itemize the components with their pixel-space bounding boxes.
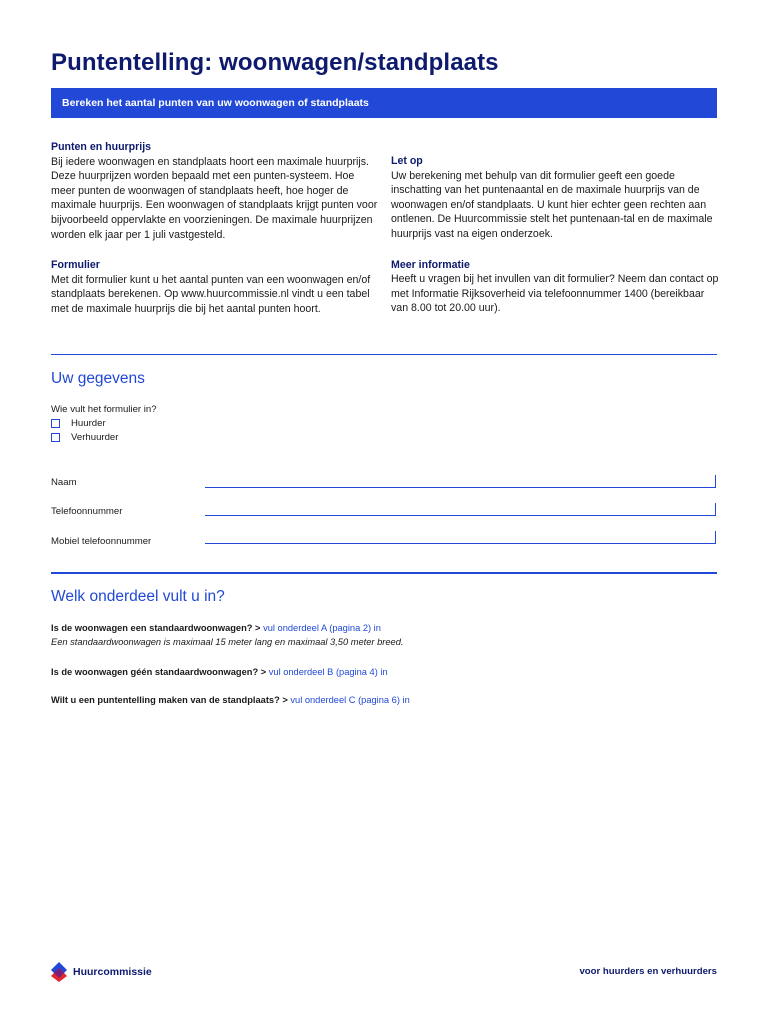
- naam-label: Naam: [51, 477, 77, 488]
- punten-text: Bij iedere woonwagen en standplaats hoort een maximale huurprijs. Deze huurprijzen worden bepaald met een punten-systeem. Hoe meer punten de woonwagen of standplaats heeft, hoe hoger de maximale huurprijs. Een woonwagen of standplaats krijgt punten voor bijvoorbeeld oppervlakte en voorzieningen. De maximale huurprijzen worden elk jaar per 1 juli vastgesteld.: [51, 155, 378, 241]
- option-huurder[interactable]: [51, 418, 106, 429]
- question-a: [51, 623, 381, 633]
- section-divider: [51, 354, 717, 355]
- letop-heading: Let op: [391, 155, 423, 167]
- formulier-text: Met dit formulier kunt u het aantal punten van een woonwagen en/of standplaats berekenen. Op www.huurcommissie.nl vindt u een tabel met de maximale huurprijs die bij het aantal punten hoort.: [51, 273, 371, 315]
- intro-left-column: [51, 140, 381, 333]
- standaard-note: Een standaardwoonwagen is maximaal 15 meter lang en maximaal 3,50 meter breed.: [51, 637, 404, 647]
- question-b: [51, 667, 388, 677]
- option-label: Huurder: [71, 418, 106, 429]
- link-onderdeel-a[interactable]: vul onderdeel A (pagina 2) in: [263, 623, 381, 633]
- logo-icon: [50, 961, 68, 983]
- title-banner: Bereken het aantal punten van uw woonwagen of standplaats: [51, 88, 717, 118]
- onderdeel-title: Welk onderdeel vult u in?: [51, 588, 225, 605]
- punten-heading: Punten en huurprijs: [51, 141, 152, 153]
- footer-tagline: voor huurders en verhuurders: [579, 966, 717, 977]
- logo-text: Huurcommissie: [73, 966, 152, 978]
- naam-field[interactable]: [205, 475, 716, 488]
- letop-text: Uw berekening met behulp van dit formulier geeft een goede inschatting van het puntenaantal en de maximale huurprijs van de woonwagen en/of standplaats. U kunt hier echter geen rechten aan ontlenen. De Huurcommissie stelt het puntenaan-tal en de maximale huurprijs vast na eigen onderzoek.: [391, 169, 713, 240]
- telefoon-field[interactable]: [205, 503, 716, 516]
- telefoon-label: Telefoonnummer: [51, 506, 123, 517]
- checkbox-verhuurder[interactable]: [51, 433, 60, 442]
- meer-info-heading: Meer informatie: [391, 258, 470, 271]
- who-question: Wie vult het formulier in?: [51, 404, 157, 415]
- huurcommissie-logo: [50, 961, 152, 983]
- option-label: Verhuurder: [71, 432, 119, 443]
- checkbox-huurder[interactable]: [51, 419, 60, 428]
- question-c: [51, 695, 410, 705]
- section-divider: [51, 572, 717, 574]
- gegevens-title: Uw gegevens: [51, 370, 145, 387]
- question-text: Is de woonwagen géén standaardwoonwagen? >: [51, 667, 267, 677]
- intro-right-column: [391, 154, 721, 332]
- link-onderdeel-c[interactable]: vul onderdeel C (pagina 6) in: [290, 695, 410, 705]
- option-verhuurder[interactable]: [51, 432, 118, 443]
- question-text: Is de woonwagen een standaardwoonwagen? >: [51, 623, 261, 633]
- page-title: Puntentelling: woonwagen/standplaats: [51, 49, 499, 76]
- mobiel-label: Mobiel telefoonnummer: [51, 536, 152, 547]
- question-text: Wilt u een puntentelling maken van de standplaats? >: [51, 695, 288, 705]
- formulier-heading: Formulier: [51, 259, 100, 272]
- meer-info-text: Heeft u vragen bij het invullen van dit formulier? Neem dan contact op met Informatie Rijksoverheid via telefoonnummer 1400 (bereikbaar van 8.00 tot 20.00 uur).: [391, 273, 719, 315]
- link-onderdeel-b[interactable]: vul onderdeel B (pagina 4) in: [268, 667, 388, 677]
- mobiel-field[interactable]: [205, 531, 716, 544]
